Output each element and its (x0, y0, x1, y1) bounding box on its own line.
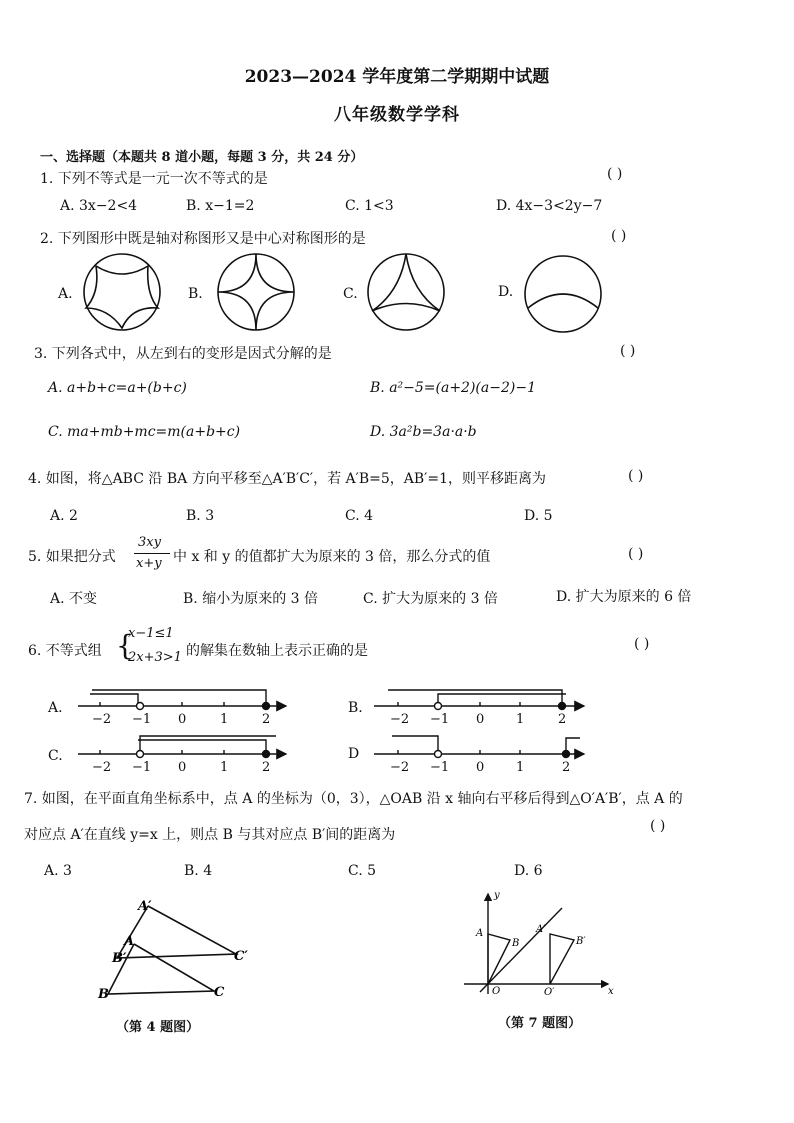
q2-option-d[interactable]: D. (498, 284, 514, 300)
q7-option-a[interactable]: A. 3 (44, 863, 72, 879)
tick-label: 2 (262, 760, 271, 775)
exam-subtitle: 八年级数学学科 (334, 105, 460, 125)
q7-stem-line2: 对应点 A′在直线 y=x 上，则点 B 与其对应点 B′间的距离为 (24, 827, 396, 843)
section-heading: 一、选择题（本题共 8 道小题，每题 3 分，共 24 分） (40, 150, 364, 165)
q2-figure-c[interactable] (368, 254, 444, 330)
q6-option-a[interactable]: A. (48, 700, 63, 716)
q5-stem-suffix: 中 x 和 y 的值都扩大为原来的 3 倍，那么分式的值 (173, 549, 491, 565)
fig4-diagram (90, 890, 260, 1010)
q2-figure-d[interactable] (525, 256, 601, 332)
tick-label: 1 (220, 760, 229, 775)
q2-figure-b[interactable] (218, 254, 294, 330)
tick-label: 1 (516, 760, 525, 775)
q1-option-d[interactable]: D. 4x−3<2y−7 (496, 198, 603, 214)
q5-fraction-numerator: 3xy (138, 535, 161, 550)
q5-option-c[interactable]: C. 扩大为原来的 3 倍 (363, 591, 498, 607)
q6-inequality-2: 2x+3>1 (128, 650, 182, 665)
q5-answer-paren[interactable]: ( ) (628, 546, 644, 562)
tick-label: 0 (178, 760, 187, 775)
fig7-label-A1: A′ (536, 924, 546, 935)
fig7-diagram (456, 884, 626, 1002)
fig4-label-B: B (98, 987, 109, 1002)
tick-label: −2 (92, 760, 112, 775)
fig7-label-A: A (476, 928, 484, 939)
q1-answer-paren[interactable]: ( ) (607, 166, 623, 182)
tick-label: −1 (430, 712, 450, 727)
tick-label: −1 (430, 760, 450, 775)
q4-option-a[interactable]: A. 2 (50, 508, 78, 524)
fig7-label-B1: B′ (576, 936, 586, 947)
q5-fraction-bar (134, 553, 170, 554)
q7-answer-paren[interactable]: ( ) (650, 818, 666, 834)
q6-numberline-b[interactable] (374, 690, 584, 710)
q3-option-a[interactable]: A. a+b+c=a+(b+c) (48, 380, 187, 396)
fig4-caption: （第 4 题图） (116, 1020, 200, 1035)
q6-numberline-a[interactable] (78, 690, 286, 710)
q1-stem: 1. 下列不等式是一元一次不等式的是 (40, 171, 268, 187)
q7-option-b[interactable]: B. 4 (184, 863, 213, 879)
tick-label: 0 (476, 760, 485, 775)
fig7-label-x: x (608, 986, 614, 997)
q7-option-c[interactable]: C. 5 (348, 863, 377, 879)
q3-option-d[interactable]: D. 3a²b=3a·a·b (370, 424, 477, 440)
q3-option-c[interactable]: C. ma+mb+mc=m(a+b+c) (48, 424, 241, 440)
q1-option-b[interactable]: B. x−1=2 (186, 198, 255, 214)
q6-option-b[interactable]: B. (348, 700, 363, 716)
tick-label: 2 (262, 712, 271, 727)
tick-label: −2 (390, 712, 410, 727)
tick-label: −1 (132, 712, 152, 727)
fig7-label-O1: O′ (544, 987, 555, 998)
q6-option-d[interactable]: D (348, 746, 360, 762)
fig4-triangle-a1b1c1 (117, 906, 236, 958)
q2-stem: 2. 下列图形中既是轴对称图形又是中心对称图形的是 (40, 231, 366, 247)
q2-option-a[interactable]: A. (58, 286, 73, 302)
q4-option-b[interactable]: B. 3 (186, 508, 215, 524)
q4-option-d[interactable]: D. 5 (524, 508, 553, 524)
fig7-triangle-oab (488, 934, 510, 984)
tick-label: 0 (178, 712, 187, 727)
q5-fraction-denominator: x+y (136, 556, 162, 571)
tick-label: 2 (562, 760, 571, 775)
fig4-label-A1: A′ (138, 899, 152, 914)
q6-numberline-d[interactable] (374, 736, 584, 758)
q4-option-c[interactable]: C. 4 (345, 508, 374, 524)
fig7-label-B: B (512, 938, 520, 949)
tick-label: −2 (390, 760, 410, 775)
q5-option-b[interactable]: B. 缩小为原来的 3 倍 (183, 591, 318, 607)
q1-option-a[interactable]: A. 3x−2<4 (60, 198, 138, 214)
q6-brace: { (116, 629, 134, 662)
q5-option-d[interactable]: D. 扩大为原来的 6 倍 (556, 589, 692, 605)
tick-label: 1 (516, 712, 525, 727)
fig7-label-O: O (492, 986, 501, 997)
tick-label: −1 (132, 760, 152, 775)
exam-title: 2023—2024 学年度第二学期期中试题 (244, 67, 550, 87)
fig7-caption: （第 7 题图） (498, 1016, 582, 1031)
tick-label: 0 (476, 712, 485, 727)
fig4-label-B1: B′ (112, 951, 127, 966)
fig4-label-C1: C′ (234, 949, 248, 964)
q2-answer-paren[interactable]: ( ) (611, 228, 627, 244)
tick-label: 2 (558, 712, 567, 727)
q2-figure-a[interactable] (84, 254, 160, 330)
tick-label: −2 (92, 712, 112, 727)
q5-option-a[interactable]: A. 不变 (50, 591, 98, 607)
q7-stem-line1: 7. 如图，在平面直角坐标系中，点 A 的坐标为（0，3），△OAB 沿 x 轴向右平移后得到△O′A′B′，点 A 的 (24, 791, 683, 807)
fig4-label-C: C (214, 985, 225, 1000)
tick-label: 1 (220, 712, 229, 727)
q4-answer-paren[interactable]: ( ) (628, 468, 644, 484)
fig7-triangle-o1a1b1 (550, 934, 574, 984)
q2-option-c[interactable]: C. (343, 286, 358, 302)
q3-answer-paren[interactable]: ( ) (620, 343, 636, 359)
q6-numberline-c[interactable] (78, 736, 286, 758)
q7-option-d[interactable]: D. 6 (514, 863, 543, 879)
q6-inequality-1: x−1≤1 (128, 626, 174, 641)
q6-option-c[interactable]: C. (48, 748, 63, 764)
q4-stem: 4. 如图，将△ABC 沿 BA 方向平移至△A′B′C′，若 A′B=5，AB′=1，则平移距离为 (28, 471, 546, 487)
q3-stem: 3. 下列各式中，从左到右的变形是因式分解的是 (34, 346, 332, 362)
q6-stem-prefix: 6. 不等式组 (28, 643, 102, 659)
q2-option-b[interactable]: B. (188, 286, 203, 302)
q1-option-c[interactable]: C. 1<3 (345, 198, 394, 214)
q3-option-b[interactable]: B. a²−5=(a+2)(a−2)−1 (370, 380, 536, 396)
q6-answer-paren[interactable]: ( ) (634, 636, 650, 652)
fig7-label-y: y (494, 890, 500, 901)
q5-stem-prefix: 5. 如果把分式 (28, 549, 116, 565)
q6-stem-suffix: 的解集在数轴上表示正确的是 (186, 643, 368, 659)
q2-figures (0, 250, 794, 340)
fig4-label-A: A (124, 934, 135, 949)
